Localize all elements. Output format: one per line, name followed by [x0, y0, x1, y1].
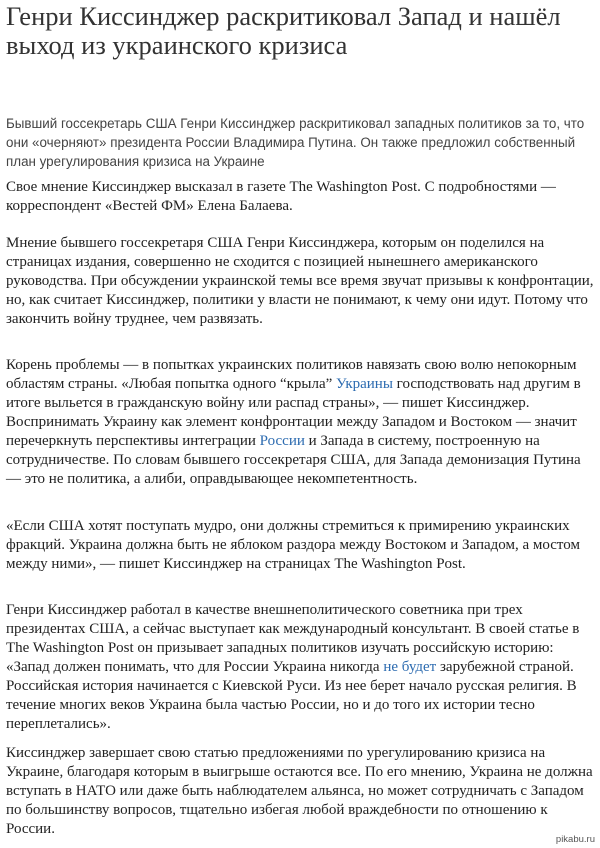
link-russia[interactable]: России	[259, 433, 305, 449]
link-ne-budet[interactable]: не будет	[383, 659, 437, 675]
article-title: Генри Киссинджер раскритиковал Запад и нашёл выход из украинского кризиса	[6, 1, 561, 60]
paragraph-text: зарубежной страной. Российская история начинается с Киевской Руси. Из нее берет начало русская религия. В течение многих веков Украина была частью России, но и до того их истории тесно переплетались».	[6, 659, 577, 732]
paragraph-conclusion: Киссинджер завершает свою статью предложениями по урегулированию кризиса на Украине, благодаря которым в выигрыше остаются все. По его мнению, Украина не должна вступать в НАТО или даже быть наблюдателем альянса, но может сотрудничать с Западом по большинству вопросов, тщательно избегая любой враждебности по отношению к России.	[6, 745, 593, 837]
paragraph-history	[6, 601, 598, 734]
paragraph-opinion: Мнение бывшего госсекретаря США Генри Киссинджера, которым он поделился на страницах издания, совершенно не сходится с позицией нынешнего американского руководства. При обсуждении украинской темы все время звучат призывы к конфронтации, но, как считает Киссинджер, политики у власти не понимают, к чему они идут. Потому что закончить войну труднее, чем развязать.	[6, 235, 594, 327]
paragraph-text: Генри Киссинджер работал в качестве внешнеполитического советника при трех президентах США, а сейчас выступает как международный консультант. В своей статье в The Washington Post он призывает западных политиков изучать российскую историю: «Запад должен понимать, что для России Украина никогда	[6, 602, 580, 675]
paragraph-text: господствовать над другим в итоге выльется в гражданскую войну или распад страны», — пишет Киссинджер. Воспринимать Украину как элемент конфронтации между Западом и Востоком — значит перечеркнуть перспективы интеграции	[6, 376, 581, 449]
watermark: pikabu.ru	[555, 834, 595, 845]
paragraph-quote: «Если США хотят поступать мудро, они должны стремиться к примирению украинских фракций. Украина должна быть не яблоком раздора между Востоком и Западом, а мостом между ними», — пишет Киссинджер на страницах The Washington Post.	[6, 518, 580, 572]
paragraph-text: Корень проблемы — в попытках украинских политиков навязать свою волю непокорным областям страны. «Любая попытка одного “крыла”	[6, 357, 577, 392]
paragraph-intro: Свое мнение Киссинджер высказал в газете The Washington Post. С подробностями — корреспондент «Вестей ФМ» Елена Балаева.	[6, 179, 556, 214]
link-ukraine[interactable]: Украины	[336, 376, 393, 392]
paragraph-root-problem	[6, 356, 598, 489]
article-lead: Бывший госсекретарь США Генри Киссинджер раскритиковал западных политиков за то, что они «очерняют» президента России Владимира Путина. Он также предложил собственный план урегулирования кризиса на Украине	[6, 116, 585, 169]
paragraph-text: и Запада в систему, построенную на сотрудничестве. По словам бывшего госсекретаря США, для Запада демонизация Путина — это не политика, а алиби, оправдывающее некомпетентность.	[6, 433, 581, 487]
